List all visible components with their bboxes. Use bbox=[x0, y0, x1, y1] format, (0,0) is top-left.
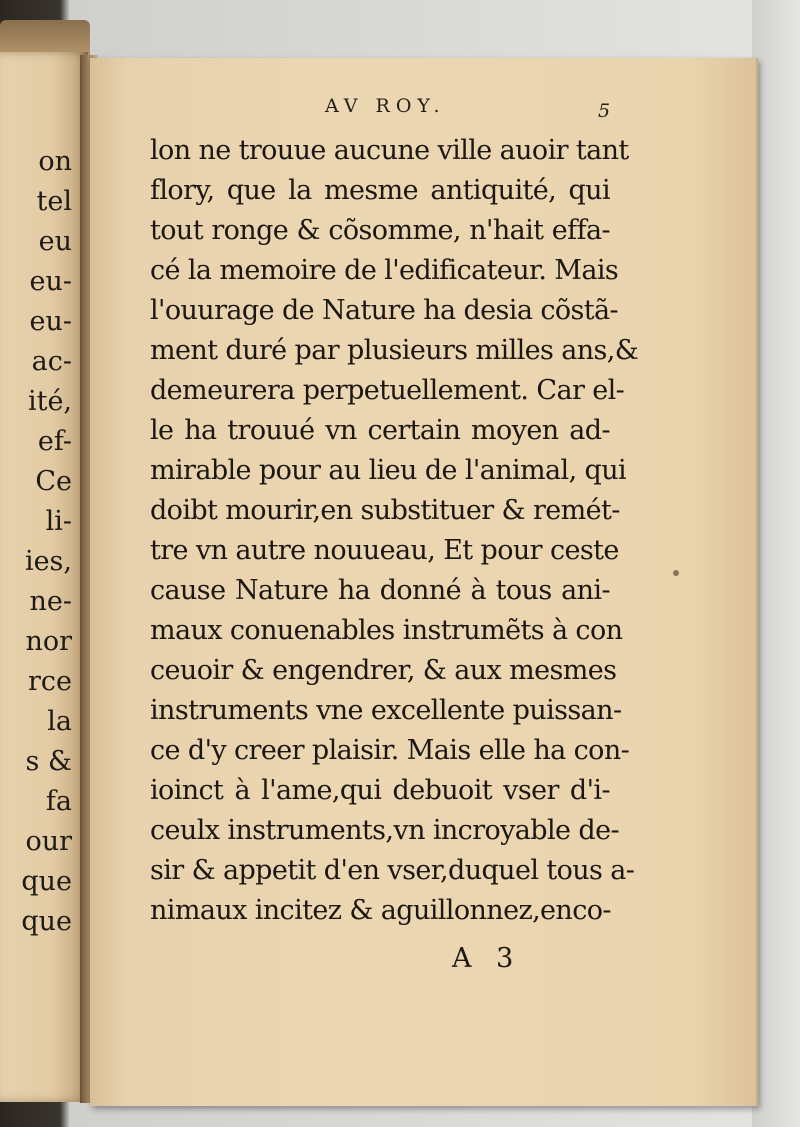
left-page-fragment: Ce bbox=[35, 466, 72, 497]
left-page-fragment: ac- bbox=[31, 346, 72, 377]
text-line: instruments vne excellente puissan- bbox=[150, 695, 622, 726]
left-page-fragment: fa bbox=[45, 786, 72, 817]
left-page-fragment: our bbox=[25, 826, 72, 857]
signature-mark: A 3 bbox=[452, 943, 522, 974]
text-line: doibt mourir,en substituer & remét- bbox=[150, 495, 620, 526]
left-page-fragment: rce bbox=[27, 666, 72, 697]
left-page-fragment: on bbox=[38, 146, 72, 177]
paper-spot bbox=[673, 570, 679, 576]
page-number: 5 bbox=[598, 100, 611, 122]
left-page-fragment: s & bbox=[25, 746, 72, 777]
left-page-fragment: que bbox=[21, 906, 72, 937]
running-head: AV ROY. bbox=[325, 95, 446, 117]
left-page-fragment: eu- bbox=[29, 266, 72, 297]
text-line: ceuoir & engendrer, & aux mesmes bbox=[150, 655, 617, 686]
text-line: cause Nature ha donné à tous ani- bbox=[150, 575, 610, 606]
text-line: nimaux incitez & aguillonnez,enco- bbox=[150, 895, 611, 926]
text-line: tre vn autre nouueau, Et pour ceste bbox=[150, 535, 619, 566]
text-line: tout ronge & cõsomme, n'hait effa- bbox=[150, 215, 610, 246]
left-page-fragment: nor bbox=[25, 626, 72, 657]
left-page-fragment: tel bbox=[36, 186, 72, 217]
text-line: demeurera perpetuellement. Car el- bbox=[150, 375, 625, 406]
text-line: ce d'y creer plaisir. Mais elle ha con- bbox=[150, 735, 630, 766]
left-page-fragment: ne- bbox=[29, 586, 72, 617]
text-line: mirable pour au lieu de l'animal, qui bbox=[150, 455, 627, 486]
text-line: l'ouurage de Nature ha desia cõstã- bbox=[150, 295, 619, 326]
left-page-fragment: ité, bbox=[27, 386, 72, 417]
text-line: flory, que la mesme antiquité, qui bbox=[150, 175, 610, 206]
text-line: ceulx instruments,vn incroyable de- bbox=[150, 815, 619, 846]
left-page bbox=[0, 52, 88, 1102]
text-line: ioinct à l'ame,qui debuoit vser d'i- bbox=[150, 775, 610, 806]
left-page-fragment: que bbox=[21, 866, 72, 897]
text-line: sir & appetit d'en vser,duquel tous a- bbox=[150, 855, 635, 886]
text-line: cé la memoire de l'edificateur. Mais bbox=[150, 255, 619, 286]
left-page-fragment: li- bbox=[45, 506, 72, 537]
text-line: le ha trouué vn certain moyen ad- bbox=[150, 415, 610, 446]
left-page-fragment: la bbox=[47, 706, 72, 737]
left-page-fragment: ies, bbox=[24, 546, 72, 577]
left-page-fragment: eu bbox=[38, 226, 72, 257]
text-line: maux conuenables instrumẽts à con bbox=[150, 615, 623, 646]
text-line: ment duré par plusieurs milles ans,& bbox=[150, 335, 639, 366]
left-page-fragment: ef- bbox=[37, 426, 72, 457]
text-line: lon ne trouue aucune ville auoir tant bbox=[150, 135, 629, 166]
background-surface bbox=[752, 0, 800, 1127]
left-page-fragment: eu- bbox=[29, 306, 72, 337]
